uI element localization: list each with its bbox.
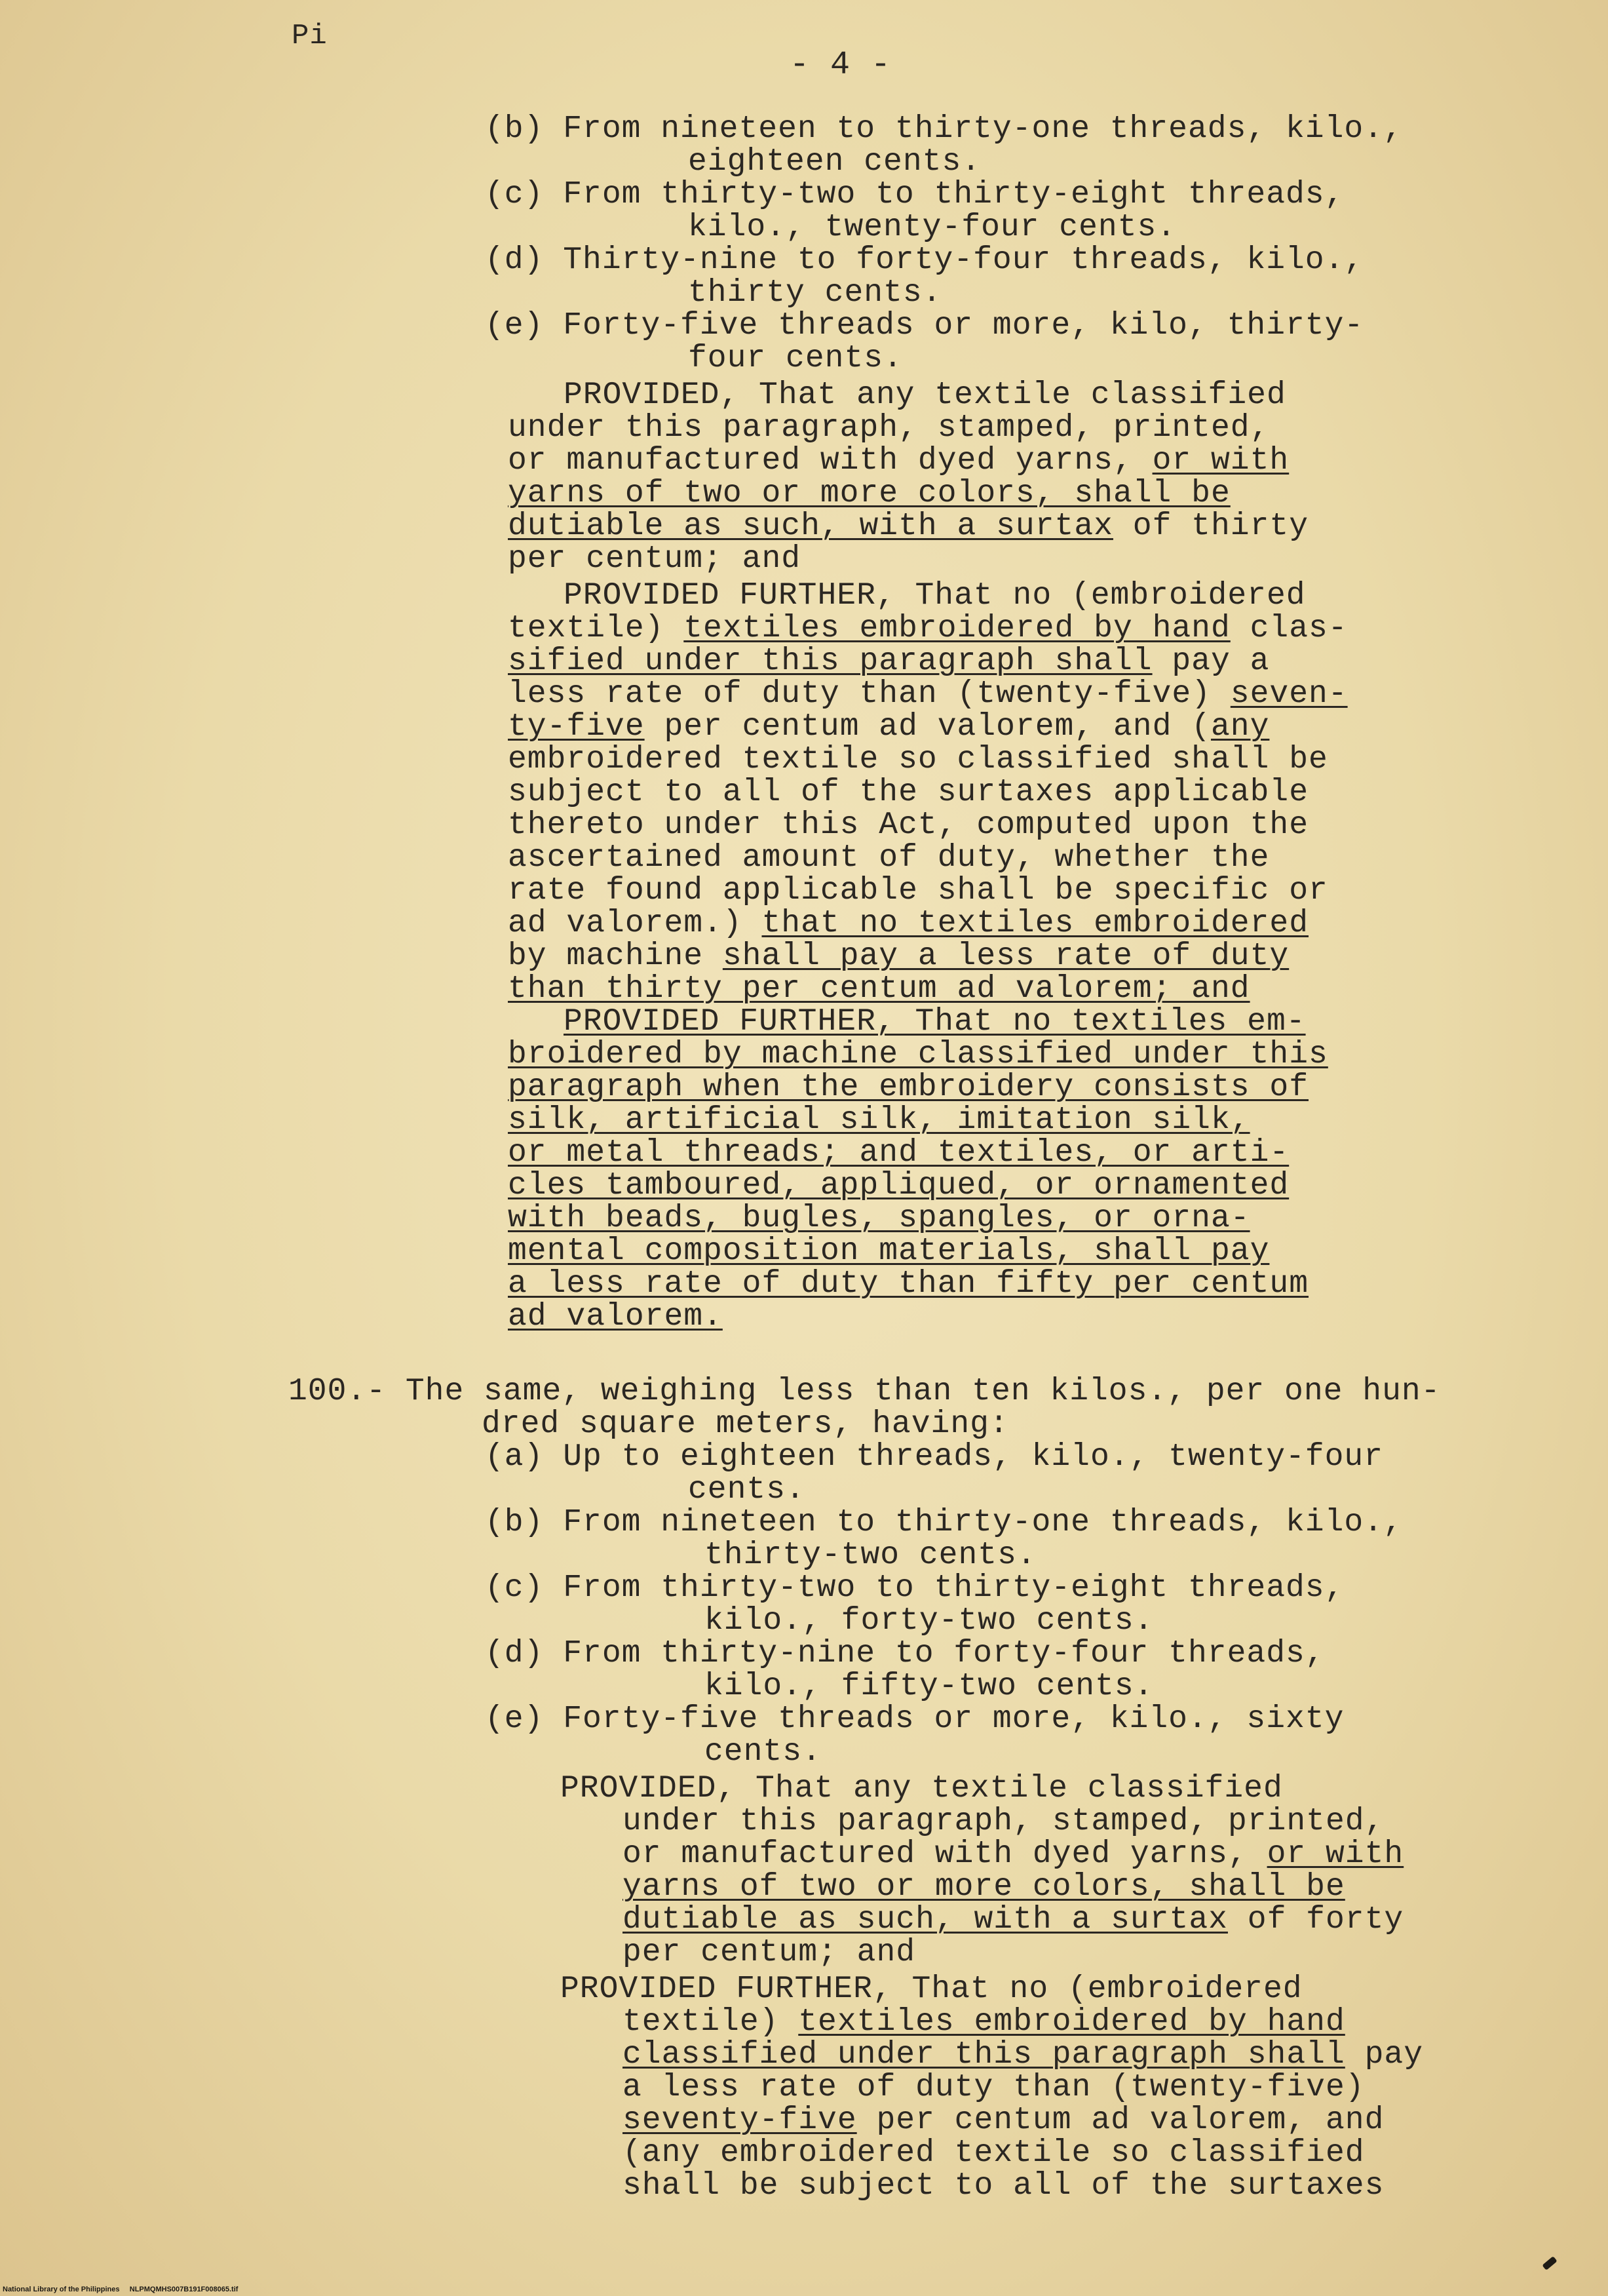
text-line: per centum; and	[508, 541, 801, 577]
text-line: cles tamboured, appliqued, or ornamented	[508, 1168, 1290, 1203]
text-line: per centum; and	[622, 1935, 916, 1970]
text-line: by machine shall pay a less rate of duty	[508, 939, 1290, 974]
text-line: ascertained amount of duty, whether the	[508, 840, 1270, 876]
text-line: less rate of duty than (twenty-five) seven-	[508, 676, 1348, 712]
text-line: (a) Up to eighteen threads, kilo., twenty-four	[485, 1439, 1384, 1475]
text-line: dutiable as such, with a surtax of thirty	[508, 509, 1309, 544]
text-line: yarns of two or more colors, shall be	[622, 1869, 1345, 1905]
text-line: eighteen cents.	[688, 144, 982, 180]
text-line: cents.	[704, 1734, 822, 1770]
text-line: ad valorem.) that no textiles embroidered	[508, 906, 1309, 941]
text-line: kilo., fifty-two cents.	[704, 1669, 1154, 1704]
text-line: (d) From thirty-nine to forty-four threads,	[485, 1636, 1325, 1671]
text-line: under this paragraph, stamped, printed,	[508, 410, 1270, 446]
text-line: embroidered textile so classified shall be	[508, 742, 1328, 777]
text-line: kilo., forty-two cents.	[704, 1603, 1154, 1639]
archive-footer: National Library of the Philippines NLPMQMHS007B191F008065.tif	[3, 2286, 239, 2293]
text-line: shall be subject to all of the surtaxes	[622, 2168, 1385, 2204]
text-line: under this paragraph, stamped, printed,	[622, 1804, 1385, 1839]
text-line: broidered by machine classified under this	[508, 1037, 1328, 1072]
text-line: (any embroidered textile so classified	[622, 2135, 1365, 2171]
text-line: kilo., twenty-four cents.	[688, 210, 1177, 245]
text-line: textile) textiles embroidered by hand	[622, 2004, 1345, 2040]
text-line: PROVIDED, That any textile classified	[560, 1771, 1283, 1806]
text-line: (e) Forty-five threads or more, kilo., sixty	[485, 1702, 1345, 1737]
text-line: (e) Forty-five threads or more, kilo, thirty-	[485, 308, 1364, 343]
text-line: silk, artificial silk, imitation silk,	[508, 1102, 1250, 1138]
text-line: thirty-two cents.	[704, 1538, 1037, 1573]
corner-mark: Pi	[292, 20, 328, 52]
text-line: mental composition materials, shall pay	[508, 1234, 1270, 1269]
text-line: textile) textiles embroidered by hand clas-	[508, 611, 1348, 646]
text-line: sified under this paragraph shall pay a	[508, 644, 1270, 679]
text-line: or manufactured with dyed yarns, or with	[622, 1837, 1404, 1872]
text-line: a less rate of duty than fifty per centum	[508, 1266, 1309, 1302]
text-line: thereto under this Act, computed upon the	[508, 807, 1309, 843]
text-line: (c) From thirty-two to thirty-eight threads,	[485, 177, 1345, 212]
text-line: dred square meters, having:	[482, 1407, 1009, 1442]
text-line: dutiable as such, with a surtax of forty	[622, 1902, 1404, 1937]
text-line: PROVIDED, That any textile classified	[564, 378, 1286, 413]
text-line: ty-five per centum ad valorem, and (any	[508, 709, 1270, 745]
text-line: classified under this paragraph shall pay	[622, 2037, 1423, 2072]
page-number: - 4 -	[790, 47, 892, 84]
text-line: ad valorem.	[508, 1299, 723, 1334]
text-line: (b) From nineteen to thirty-one threads, kilo.,	[485, 111, 1403, 147]
text-line: four cents.	[688, 341, 903, 376]
text-line: (d) Thirty-nine to forty-four threads, kilo.,	[485, 243, 1364, 278]
text-line: paragraph when the embroidery consists of	[508, 1070, 1309, 1105]
text-line: (b) From nineteen to thirty-one threads, kilo.,	[485, 1505, 1403, 1540]
text-line: with beads, bugles, spangles, or orna-	[508, 1201, 1250, 1236]
text-line: PROVIDED FURTHER, That no (embroidered	[564, 578, 1306, 613]
text-line: PROVIDED FURTHER, That no (embroidered	[560, 1972, 1303, 2007]
text-line: a less rate of duty than (twenty-five)	[622, 2070, 1365, 2105]
text-line: or metal threads; and textiles, or arti-	[508, 1135, 1290, 1171]
text-line: than thirty per centum ad valorem; and	[508, 971, 1250, 1007]
text-line: subject to all of the surtaxes applicable	[508, 775, 1309, 810]
text-line: yarns of two or more colors, shall be	[508, 476, 1231, 511]
item-heading: 100.- The same, weighing less than ten kilos., per one hun-	[288, 1374, 1441, 1409]
text-line: thirty cents.	[688, 275, 942, 311]
text-line: seventy-five per centum ad valorem, and	[622, 2103, 1385, 2138]
text-line: PROVIDED FURTHER, That no textiles em-	[564, 1004, 1306, 1040]
ink-mark	[1542, 2256, 1557, 2270]
text-line: rate found applicable shall be specific or	[508, 873, 1328, 908]
text-line: (c) From thirty-two to thirty-eight threads,	[485, 1570, 1345, 1606]
text-line: cents.	[688, 1472, 805, 1508]
text-line: or manufactured with dyed yarns, or with	[508, 443, 1290, 478]
